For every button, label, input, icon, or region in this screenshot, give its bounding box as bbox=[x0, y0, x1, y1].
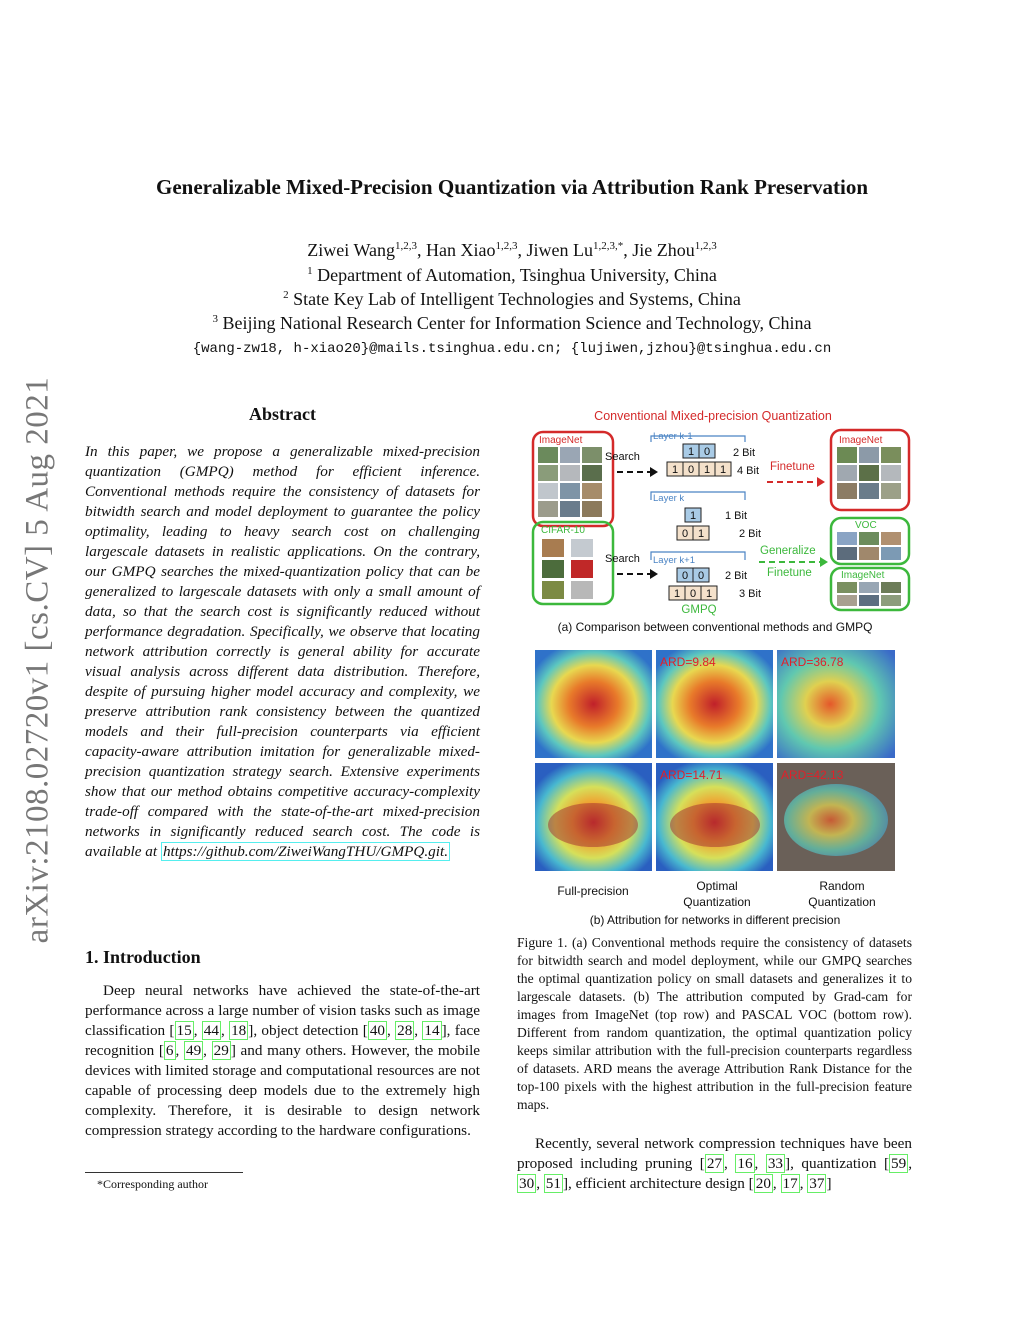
svg-text:1: 1 bbox=[697, 528, 705, 540]
finetune-label-green: Finetune bbox=[767, 567, 812, 579]
bit-label: 1 Bit bbox=[725, 510, 748, 522]
arxiv-stamp bbox=[14, 360, 62, 960]
bit-label: 3 Bit bbox=[739, 588, 762, 600]
search-label-top: Search bbox=[605, 451, 640, 463]
voc-label: VOC bbox=[855, 520, 877, 531]
col-label-optimal-2: Quantization bbox=[683, 895, 751, 909]
svg-text:0: 0 bbox=[681, 570, 689, 582]
citation[interactable]: 15 bbox=[176, 1022, 192, 1039]
cifar-thumbnails bbox=[542, 539, 593, 599]
svg-text:0: 0 bbox=[703, 446, 711, 458]
ard-label: ARD=14.71 bbox=[660, 768, 723, 782]
subcaption-b: (b) Attribution for networks in different precision bbox=[589, 913, 841, 927]
imagenet-label: ImageNet bbox=[539, 435, 583, 446]
abstract-text: In this paper, we propose a generalizable mixed-precision quantization (GMPQ) method for efficient inference. Conventional methods require the consistency of datasets for bitwidth search and model deployment to guarantee the policy optimality, leading to heavy search cost on challenging largescale datasets in realistic applications. On the contrary, our GMPQ searches the mixed-quantization policy that can be generalized to largescale datasets with only a small amount of data, so that the search cost is significantly reduced without performance degradation. Specifically, we observe that locating network attribution correctly is general ability for accurate visual analysis across different data distribution. Therefore, despite of pursuing higher model accuracy and complexity, we preserve attribution rank consistency between the quantized models and their full-precision counterparts via efficient capacity-aware attribution imitation for generalizable mixed-precision quantization strategy search. Extensive experiments show that our method obtains competitive accuracy-complexity trade-off compared with the state-of-the-art mixed-precision networks in significantly reduced search cost. The code is available at https://github.com/ZiweiWangTHU/GMPQ.git. bbox=[85, 443, 480, 860]
col-label-optimal: Optimal bbox=[696, 879, 738, 893]
svg-text:0: 0 bbox=[681, 528, 689, 540]
ard-label: ARD=42.13 bbox=[781, 768, 844, 782]
generalize-label: Generalize bbox=[760, 545, 816, 557]
col-label-full-precision: Full-precision bbox=[557, 884, 629, 898]
arrow-head-icon bbox=[820, 557, 828, 567]
author-list bbox=[0, 240, 1024, 261]
arrow-head-icon bbox=[817, 477, 825, 487]
layer-kp1-label: Layer k+1 bbox=[653, 555, 695, 566]
citation[interactable]: 29 bbox=[213, 1042, 229, 1059]
citation[interactable]: 37 bbox=[809, 1175, 825, 1192]
subcaption-a: (a) Comparison between conventional methods and GMPQ bbox=[557, 620, 873, 634]
imagenet-label: ImageNet bbox=[841, 570, 885, 581]
citation[interactable]: 27 bbox=[706, 1155, 723, 1172]
footnote-rule bbox=[85, 1172, 243, 1173]
svg-text:0: 0 bbox=[697, 570, 705, 582]
citation[interactable]: 28 bbox=[397, 1022, 413, 1039]
arrow-head-icon bbox=[650, 569, 658, 579]
email-line: {wang-zw18, h-xiao20}@mails.tsinghua.edu.cn; {lujiwen,jzhou}@tsinghua.edu.cn bbox=[192, 341, 832, 357]
affiliation-1: $^1$ Department of Automation, Tsinghua University, China bbox=[307, 265, 717, 285]
bit-label: 4 Bit bbox=[737, 465, 760, 477]
layer-k-label: Layer k bbox=[653, 493, 685, 504]
author: Jie Zhou$^{1,2,3}$ bbox=[632, 240, 717, 260]
abstract-heading: Abstract bbox=[249, 404, 316, 424]
svg-text:1: 1 bbox=[673, 588, 681, 600]
svg-text:1: 1 bbox=[687, 446, 695, 458]
col-label-random-2: Quantization bbox=[808, 895, 876, 909]
citation[interactable]: 59 bbox=[891, 1155, 907, 1172]
code-link[interactable]: https://github.com/ZiweiWangTHU/GMPQ.git. bbox=[162, 843, 448, 860]
bit-label: 2 Bit bbox=[739, 528, 762, 540]
citation[interactable]: 49 bbox=[185, 1042, 202, 1059]
imagenet-label: ImageNet bbox=[839, 435, 883, 446]
col-label-random: Random bbox=[819, 879, 865, 893]
footnote: *Corresponding author bbox=[97, 1177, 208, 1191]
svg-text:1: 1 bbox=[705, 588, 713, 600]
voc-thumbnails bbox=[837, 532, 901, 560]
paper-title: Generalizable Mixed-Precision Quantization via Attribution Rank Preservation bbox=[155, 175, 868, 199]
svg-text:0: 0 bbox=[687, 464, 695, 476]
citation[interactable]: 17 bbox=[782, 1175, 798, 1192]
arxiv-id: arXiv:2108.02720v1 [cs.CV] 5 Aug 2021 bbox=[19, 376, 56, 944]
citation[interactable]: 18 bbox=[231, 1022, 247, 1039]
author: Ziwei Wang$^{1,2,3}$, bbox=[307, 240, 426, 260]
ard-label: ARD=9.84 bbox=[660, 655, 716, 669]
citation[interactable]: 20 bbox=[755, 1175, 771, 1192]
citation[interactable]: 30 bbox=[519, 1175, 535, 1192]
svg-text:1: 1 bbox=[703, 464, 711, 476]
imagenet-right-thumbnails bbox=[837, 447, 901, 499]
svg-text:1: 1 bbox=[719, 464, 727, 476]
citation[interactable]: 16 bbox=[737, 1155, 753, 1172]
figure-1-svg bbox=[525, 400, 915, 935]
svg-text:0: 0 bbox=[689, 588, 697, 600]
search-label-bottom: Search bbox=[605, 553, 640, 565]
ard-label: ARD=36.78 bbox=[781, 655, 844, 669]
fig-top-title: Conventional Mixed-precision Quantization bbox=[594, 409, 832, 423]
section-heading-introduction: 1. Introduction bbox=[85, 947, 201, 967]
bit-rows bbox=[667, 444, 761, 600]
bit-label: 2 Bit bbox=[725, 570, 748, 582]
heatmap-grid bbox=[535, 650, 895, 871]
citation[interactable]: 44 bbox=[203, 1022, 219, 1039]
citation[interactable]: 40 bbox=[369, 1022, 386, 1039]
heatmap-fp-imagenet bbox=[535, 650, 652, 758]
imagenet-green-thumbnails bbox=[837, 582, 901, 606]
affiliation-3: $^3$ Beijing National Research Center for Information Science and Technology, China bbox=[212, 313, 812, 333]
citation[interactable]: 51 bbox=[545, 1175, 561, 1192]
affiliation-2: $^2$ State Key Lab of Intelligent Technologies and Systems, China bbox=[283, 289, 741, 309]
figure-1 bbox=[525, 400, 915, 935]
citation[interactable]: 6 bbox=[165, 1042, 174, 1059]
figure-caption: Figure 1. (a) Conventional methods require the consistency of datasets for bitwidth search and model deployment, while our GMPQ searches the optimal quantization policy on small datasets and generalizes it to largescale datasets. (b) The attribution computed by Grad-cam for images from ImageNet (top row) and PASCAL VOC (bottom row). Different from random quantization, the optimal quantization policy keeps similar attribution with the full-precision counterparts regardless of datasets. ARD means the average Attribution Rank Distance for the top-100 pixels with the highest attribution in the full-precision feature maps. bbox=[517, 935, 912, 1112]
recent-paragraph: Recently, several network compression techniques have been proposed including pruning [ 27 , 16 , 33 ], quantization [ 59 , 30 , 51 ], efficient architecture design [ 20 , 17 , 37 ] bbox=[517, 1135, 912, 1192]
imagenet-thumbnails bbox=[538, 447, 602, 517]
arrow-head-icon bbox=[650, 467, 658, 477]
author: Jiwen $Lu^{1,2,3,*}$, bbox=[526, 240, 633, 260]
intro-paragraph: Deep neural networks have achieved the state-of-the-art performance across a large number of vision tasks such as image classification [ 15 , 44 , 18 ], object detection [ 40 , 28 , 14 ], face recognition [ 6 , 49 , 29 ] and many others. However, the mobile devices with limited storage and computational resources are not capable of processing deep models due to the extremely high complexity. Therefore, it is desirable to design network compression strategy according to the hardware configurations. bbox=[85, 982, 481, 1139]
svg-text:1: 1 bbox=[671, 464, 679, 476]
gmpq-label: GMPQ bbox=[681, 604, 717, 616]
citation[interactable]: 33 bbox=[767, 1155, 784, 1172]
finetune-label-red: Finetune bbox=[770, 461, 815, 473]
author: Han Xiao$^{1,2,3}$, bbox=[425, 240, 527, 260]
citation[interactable]: 14 bbox=[424, 1022, 440, 1039]
svg-text:1: 1 bbox=[689, 510, 697, 522]
bit-label: 2 Bit bbox=[733, 447, 756, 459]
cifar-label: CIFAR-10 bbox=[541, 525, 585, 536]
layer-k1-label: Layer k-1 bbox=[653, 431, 693, 442]
